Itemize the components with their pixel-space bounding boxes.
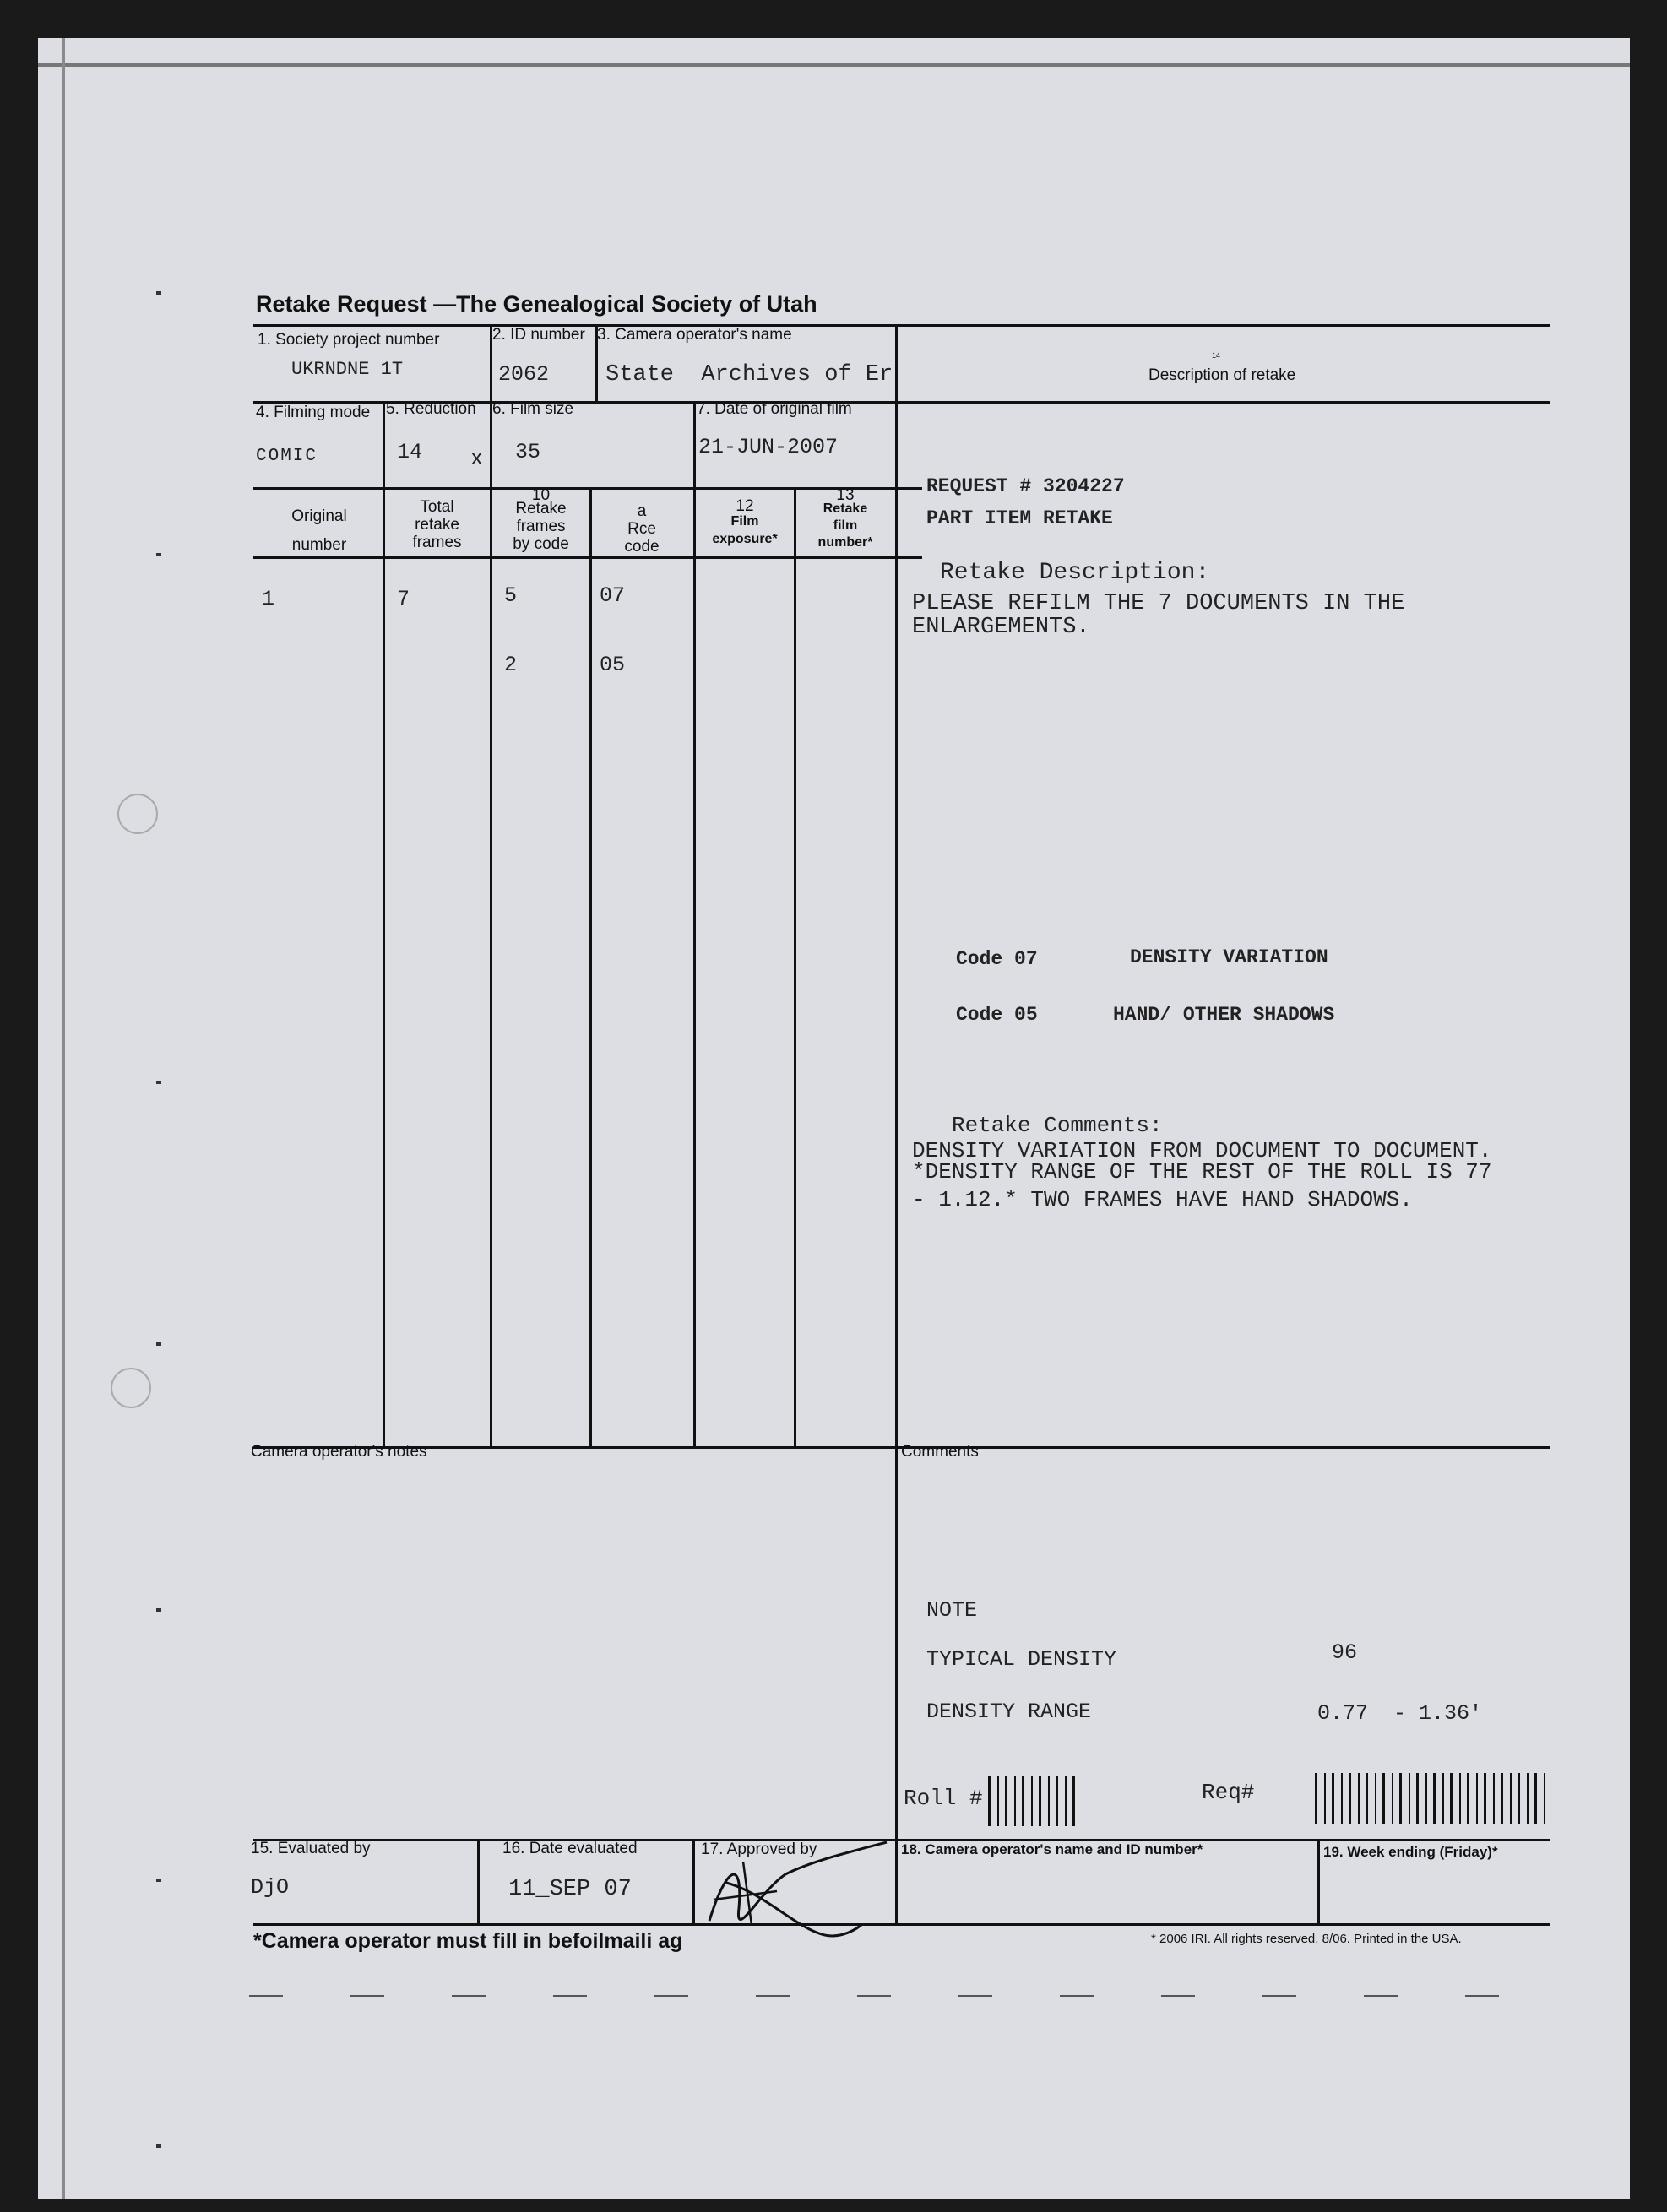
row1-original: 1 xyxy=(262,587,275,611)
header-exposure: Film exposure* xyxy=(712,514,778,546)
header-rce: a Rce code xyxy=(624,502,660,556)
project-number: UKRNDNE 1T xyxy=(291,359,404,380)
col-line-description xyxy=(895,324,898,1923)
evaluated-by: DjO xyxy=(251,1875,290,1900)
filming-mode: COMIC xyxy=(256,447,318,466)
retake-description-line2: ENLARGEMENTS. xyxy=(912,615,1090,640)
footer-line-16 xyxy=(477,1839,480,1923)
col-line-film xyxy=(794,487,796,1448)
original-film-date: 21-JUN-2007 xyxy=(698,435,839,459)
typical-density-label: TYPICAL DENSITY xyxy=(926,1647,1117,1672)
field-16-label: 16. Date evaluated xyxy=(502,1840,638,1857)
col-line-rce xyxy=(589,487,592,1448)
id-number: 2062 xyxy=(498,362,550,387)
row1-total: 7 xyxy=(397,587,410,611)
col-line-exposure xyxy=(693,401,696,1448)
margin-speck xyxy=(156,553,161,556)
header-retake-number: 10 xyxy=(531,486,551,504)
field-18-label: 18. Camera operator's name and ID number* xyxy=(901,1841,1203,1857)
field-7-label: 7. Date of original film xyxy=(697,400,852,418)
req-label: Req# xyxy=(1202,1780,1255,1805)
form-title: Retake Request —The Genealogical Society of Utah xyxy=(256,291,817,317)
field-4-label: 4. Filming mode xyxy=(256,404,371,421)
field-14-label: Description of retake xyxy=(1148,366,1296,384)
field-1-label: 1. Society project number xyxy=(258,331,440,349)
punch-hole-top xyxy=(117,794,158,834)
scanned-form-page xyxy=(38,38,1630,2199)
roll-label: Roll # xyxy=(904,1786,983,1811)
header-total: Total retake frames xyxy=(412,498,462,551)
copyright-notice: * 2006 IRI. All rights reserved. 8/06. Printed in the USA. xyxy=(1151,1932,1462,1946)
scan-artifact-dashes xyxy=(249,1995,1516,1997)
density-range-value: 0.77 - 1.36' xyxy=(1317,1701,1483,1726)
code-07-desc: DENSITY VARIATION xyxy=(1130,946,1328,968)
retake-comments-line1: DENSITY VARIATION FROM DOCUMENT TO DOCUMENT. xyxy=(912,1138,1492,1163)
retake-description-label: Retake Description: xyxy=(940,560,1210,586)
typical-density-value: 96 xyxy=(1332,1640,1358,1665)
footer-line-19 xyxy=(1317,1839,1320,1923)
field-3-label: 3. Camera operator's name xyxy=(597,326,792,344)
field-6-label: 6. Film size xyxy=(492,400,574,418)
density-range-label: DENSITY RANGE xyxy=(926,1700,1092,1724)
scan-edge-left xyxy=(62,38,65,2199)
field-15-label: 15. Evaluated by xyxy=(251,1840,371,1857)
row2-frames: 2 xyxy=(504,653,518,677)
retake-comments-line2: *DENSITY RANGE OF THE REST OF THE ROLL IS 77 xyxy=(912,1159,1492,1185)
scan-edge-top xyxy=(38,63,1630,67)
film-size: 35 xyxy=(515,440,541,464)
field-17-label: 17. Approved by xyxy=(701,1841,817,1858)
margin-speck xyxy=(156,1081,161,1084)
field-5-label: 5. Reduction xyxy=(386,400,476,418)
header-retake: Retake frames by code xyxy=(513,500,569,553)
header-film: Retake film number* xyxy=(817,501,873,550)
margin-speck xyxy=(156,1879,161,1882)
camera-operator-notes-label: Camera operator's notes xyxy=(251,1443,427,1461)
margin-speck xyxy=(156,1342,161,1346)
note-heading: NOTE xyxy=(926,1598,978,1623)
code-05-label: Code 05 xyxy=(956,1004,1038,1026)
camera-operator-name: State Archives of Er xyxy=(605,362,893,388)
camera-operator-must-fill: *Camera operator must fill in befoilmaili ag xyxy=(253,1929,683,1953)
margin-speck xyxy=(156,1608,161,1612)
retake-comments-line3: - 1.12.* TWO FRAMES HAVE HAND SHADOWS. xyxy=(912,1187,1413,1212)
header-film-number: 13 xyxy=(836,486,855,504)
margin-speck xyxy=(156,291,161,295)
punch-hole-bottom xyxy=(111,1368,151,1408)
comments-label: Comments xyxy=(901,1443,979,1461)
field-2-label: 2. ID number xyxy=(492,326,585,344)
header-original: Original number xyxy=(291,507,347,554)
row1-code: 07 xyxy=(600,583,626,608)
retake-description-line1: PLEASE REFILM THE 7 DOCUMENTS IN THE xyxy=(912,591,1405,616)
col-line-total xyxy=(383,401,385,1448)
reduction-x: x xyxy=(470,447,484,471)
roll-barcode xyxy=(988,1776,1081,1826)
code-07-label: Code 07 xyxy=(956,948,1038,970)
request-number: REQUEST # 3204227 xyxy=(926,475,1125,497)
part-item-retake: PART ITEM RETAKE xyxy=(926,507,1113,529)
retake-comments-label: Retake Comments: xyxy=(952,1113,1163,1138)
request-barcode xyxy=(1315,1773,1547,1824)
row2-code: 05 xyxy=(600,653,626,677)
code-05-desc: HAND/ OTHER SHADOWS xyxy=(1113,1004,1335,1026)
reduction-value: 14 xyxy=(397,440,423,464)
date-evaluated: 11_SEP 07 xyxy=(508,1877,632,1902)
header-exposure-number: 12 xyxy=(736,497,754,515)
field-14-mark: 14 xyxy=(1212,351,1221,360)
field-19-label: 19. Week ending (Friday)* xyxy=(1323,1844,1498,1860)
rule-top xyxy=(253,324,1550,327)
margin-speck xyxy=(156,2144,161,2148)
approval-signature xyxy=(692,1841,912,1950)
row1-frames: 5 xyxy=(504,583,518,608)
